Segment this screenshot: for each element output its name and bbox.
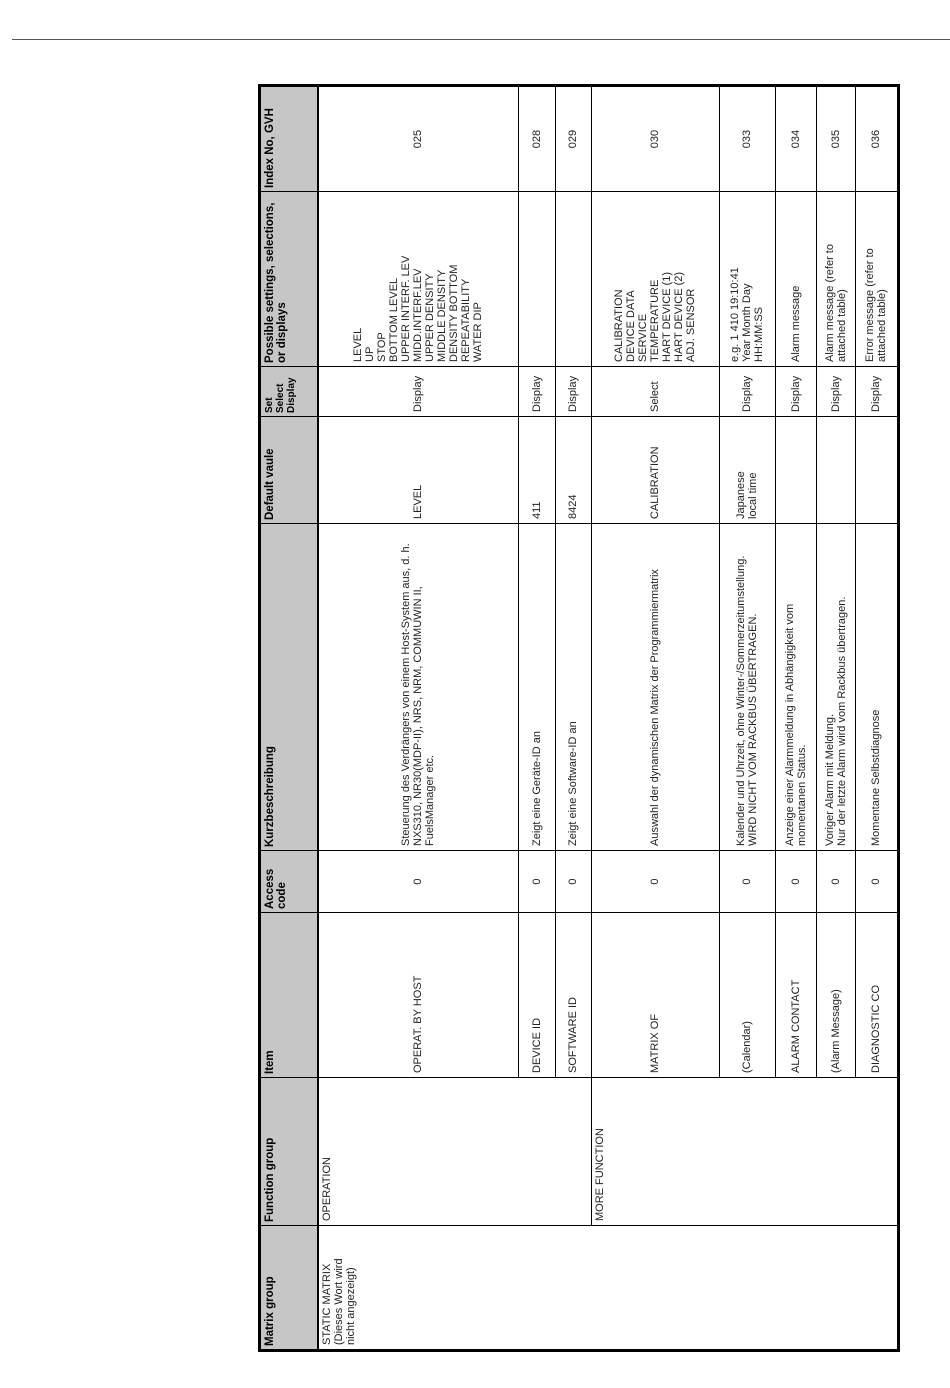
item-cell: OPERAT. BY HOST [318,913,518,1078]
index-cell: 033 [719,86,775,192]
header-kurzbeschreibung: Kurzbeschreibung [260,524,319,851]
kurz-line: Steuerung des Verdrängers von einem Host-System aus, d. h. [400,543,413,846]
settings-cell [555,192,591,367]
setting-line: Error message (refer to [864,248,876,362]
matrix-group-line: STATIC MATRIX [321,1263,333,1345]
table-row [318,86,518,1351]
setting-option: DEVICE DATA [625,290,637,362]
settings-cell [318,192,518,367]
header-access-code: Access code [260,851,319,913]
item-cell: DIAGNOSTIC CO [855,913,898,1078]
kurz-line: FuelsManager etc. [424,754,437,846]
kurzbeschreibung-cell: Zeigt eine Software-ID an [555,524,591,851]
kurz-line: momentanen Status. [795,744,808,846]
item-cell: (Calendar) [719,913,775,1078]
index-cell: 028 [518,86,555,192]
default-value-cell [855,417,898,524]
header-index-no: Index No, GVH [260,86,319,192]
setting-option: ADJ. SENSOR [685,288,697,362]
item-cell: ALARM CONTACT [775,913,816,1078]
setting-line: attached table) [835,289,848,362]
setting-option: LEVEL [352,327,365,362]
item-cell: SOFTWARE ID [555,913,591,1078]
default-line: Japanese [735,471,747,519]
kurzbeschreibung-cell [318,524,518,851]
access-code-cell: 0 [318,851,518,913]
setting-line: attached table) [876,289,888,362]
static-matrix-table [258,84,900,1352]
settings-cell [719,192,775,367]
kurzbeschreibung-cell [816,524,855,851]
table-wrapper [258,87,890,1352]
access-code-cell: 0 [816,851,855,913]
mode-cell: Display [318,367,518,417]
kurz-line: WIRD NICHT VOM RACKBUS ÜBERTRAGEN. [747,613,759,846]
kurz-line: Anzeige einer Alarmmeldung in Abhängigkeit vom [783,603,796,846]
settings-cell: Alarm message [775,192,816,367]
setting-option: DENSITY BOTTOM [448,264,461,362]
setting-line: Alarm message (refer to [823,244,836,362]
matrix-group-line: (Dieses Wort wird [333,1258,345,1345]
header-display: Display [286,377,297,413]
index-cell: 025 [318,86,518,192]
kurzbeschreibung-cell: Zeigt eine Geräte-ID an [518,524,555,851]
access-code-cell: 0 [775,851,816,913]
setting-option: Year Month Day [741,283,753,362]
setting-option: SERVICE [637,313,649,362]
header-item: Item [260,913,319,1078]
access-code-cell: 0 [855,851,898,913]
header-possible-settings: Possible settings, selections, or displays [260,192,319,367]
setting-option: MIDD.INTERF.LEV [412,268,425,362]
header-function-group: Function group [260,1078,319,1226]
setting-option: UPPER DENSITY [424,273,437,362]
mode-cell: Display [775,367,816,417]
top-rule [12,39,950,40]
header-select: Select [275,383,286,413]
setting-option: e.g. 1 410 19:10:41 [729,267,741,362]
index-cell: 035 [816,86,855,192]
default-value-cell: LEVEL [318,417,518,524]
access-code-cell: 0 [719,851,775,913]
default-value-cell [775,417,816,524]
setting-option: WATER DIP [472,302,485,362]
matrix-group-cell [318,1226,898,1351]
setting-option: HART DEVICE (2) [673,271,685,362]
kurzbeschreibung-cell: Auswahl der dynamischen Matrix der Programmiermatrix [591,524,719,851]
settings-cell [855,192,898,367]
settings-cell [591,192,719,367]
function-group-more-function: MORE FUNCTION [591,1078,898,1226]
function-group-operation: OPERATION [318,1078,591,1226]
index-cell: 030 [591,86,719,192]
header-set: Set [264,397,275,413]
header-default-value: Default vaule [260,417,319,524]
setting-option: TEMPERATURE [649,279,661,362]
index-cell: 036 [855,86,898,192]
mode-cell: Select [591,367,719,417]
settings-cell [518,192,555,367]
setting-option: MIDDLE DENSITY [436,269,449,362]
default-value-cell: CALIBRATION [591,417,719,524]
setting-option: UP [364,346,377,362]
header-matrix-group: Matrix group [260,1226,319,1351]
kurzbeschreibung-cell: Momentane Selbstdiagnose [855,524,898,851]
setting-option: BOTTOM LEVEL [388,277,401,362]
kurzbeschreibung-cell [719,524,775,851]
default-value-cell [816,417,855,524]
index-cell: 034 [775,86,816,192]
kurz-line: Kalender und Uhrzeit, ohne Winter-/Sommerzeitumstellung. [735,555,747,846]
kurz-line: Nur der letzte Alarm wird vom Rackbus übertragen. [835,596,848,846]
settings-cell [816,192,855,367]
table-row [591,86,719,1351]
header-set-select-display [260,367,319,417]
setting-option: STOP [376,332,389,362]
kurzbeschreibung-cell [775,524,816,851]
default-value-cell [719,417,775,524]
setting-option: CALIBRATION [613,289,625,362]
header-row [260,86,319,1351]
mode-cell: Display [719,367,775,417]
mode-cell: Display [555,367,591,417]
mode-cell: Display [855,367,898,417]
item-cell: DEVICE ID [518,913,555,1078]
mode-cell: Display [816,367,855,417]
access-code-cell: 0 [555,851,591,913]
default-value-cell: 411 [518,417,555,524]
setting-option: HART DEVICE (1) [661,271,673,362]
access-code-cell: 0 [591,851,719,913]
default-line: local time [747,472,759,519]
setting-option: REPEATABILITY [460,278,473,362]
kurz-line: NXS310, NR30(MDP-II), NRS, NRM, COMMUWIN II, [412,586,425,846]
item-cell: MATRIX OF [591,913,719,1078]
access-code-cell: 0 [518,851,555,913]
item-cell: (Alarm Message) [816,913,855,1078]
setting-option: UPPER INTERF. LEV [400,255,413,362]
index-cell: 029 [555,86,591,192]
kurz-line: Voriger Alarm mit Meldung. [823,713,836,846]
mode-cell: Display [518,367,555,417]
matrix-group-line: nicht angezeigt) [345,1267,357,1345]
default-value-cell: 8424 [555,417,591,524]
setting-option: HH:MM:SS [753,307,765,362]
